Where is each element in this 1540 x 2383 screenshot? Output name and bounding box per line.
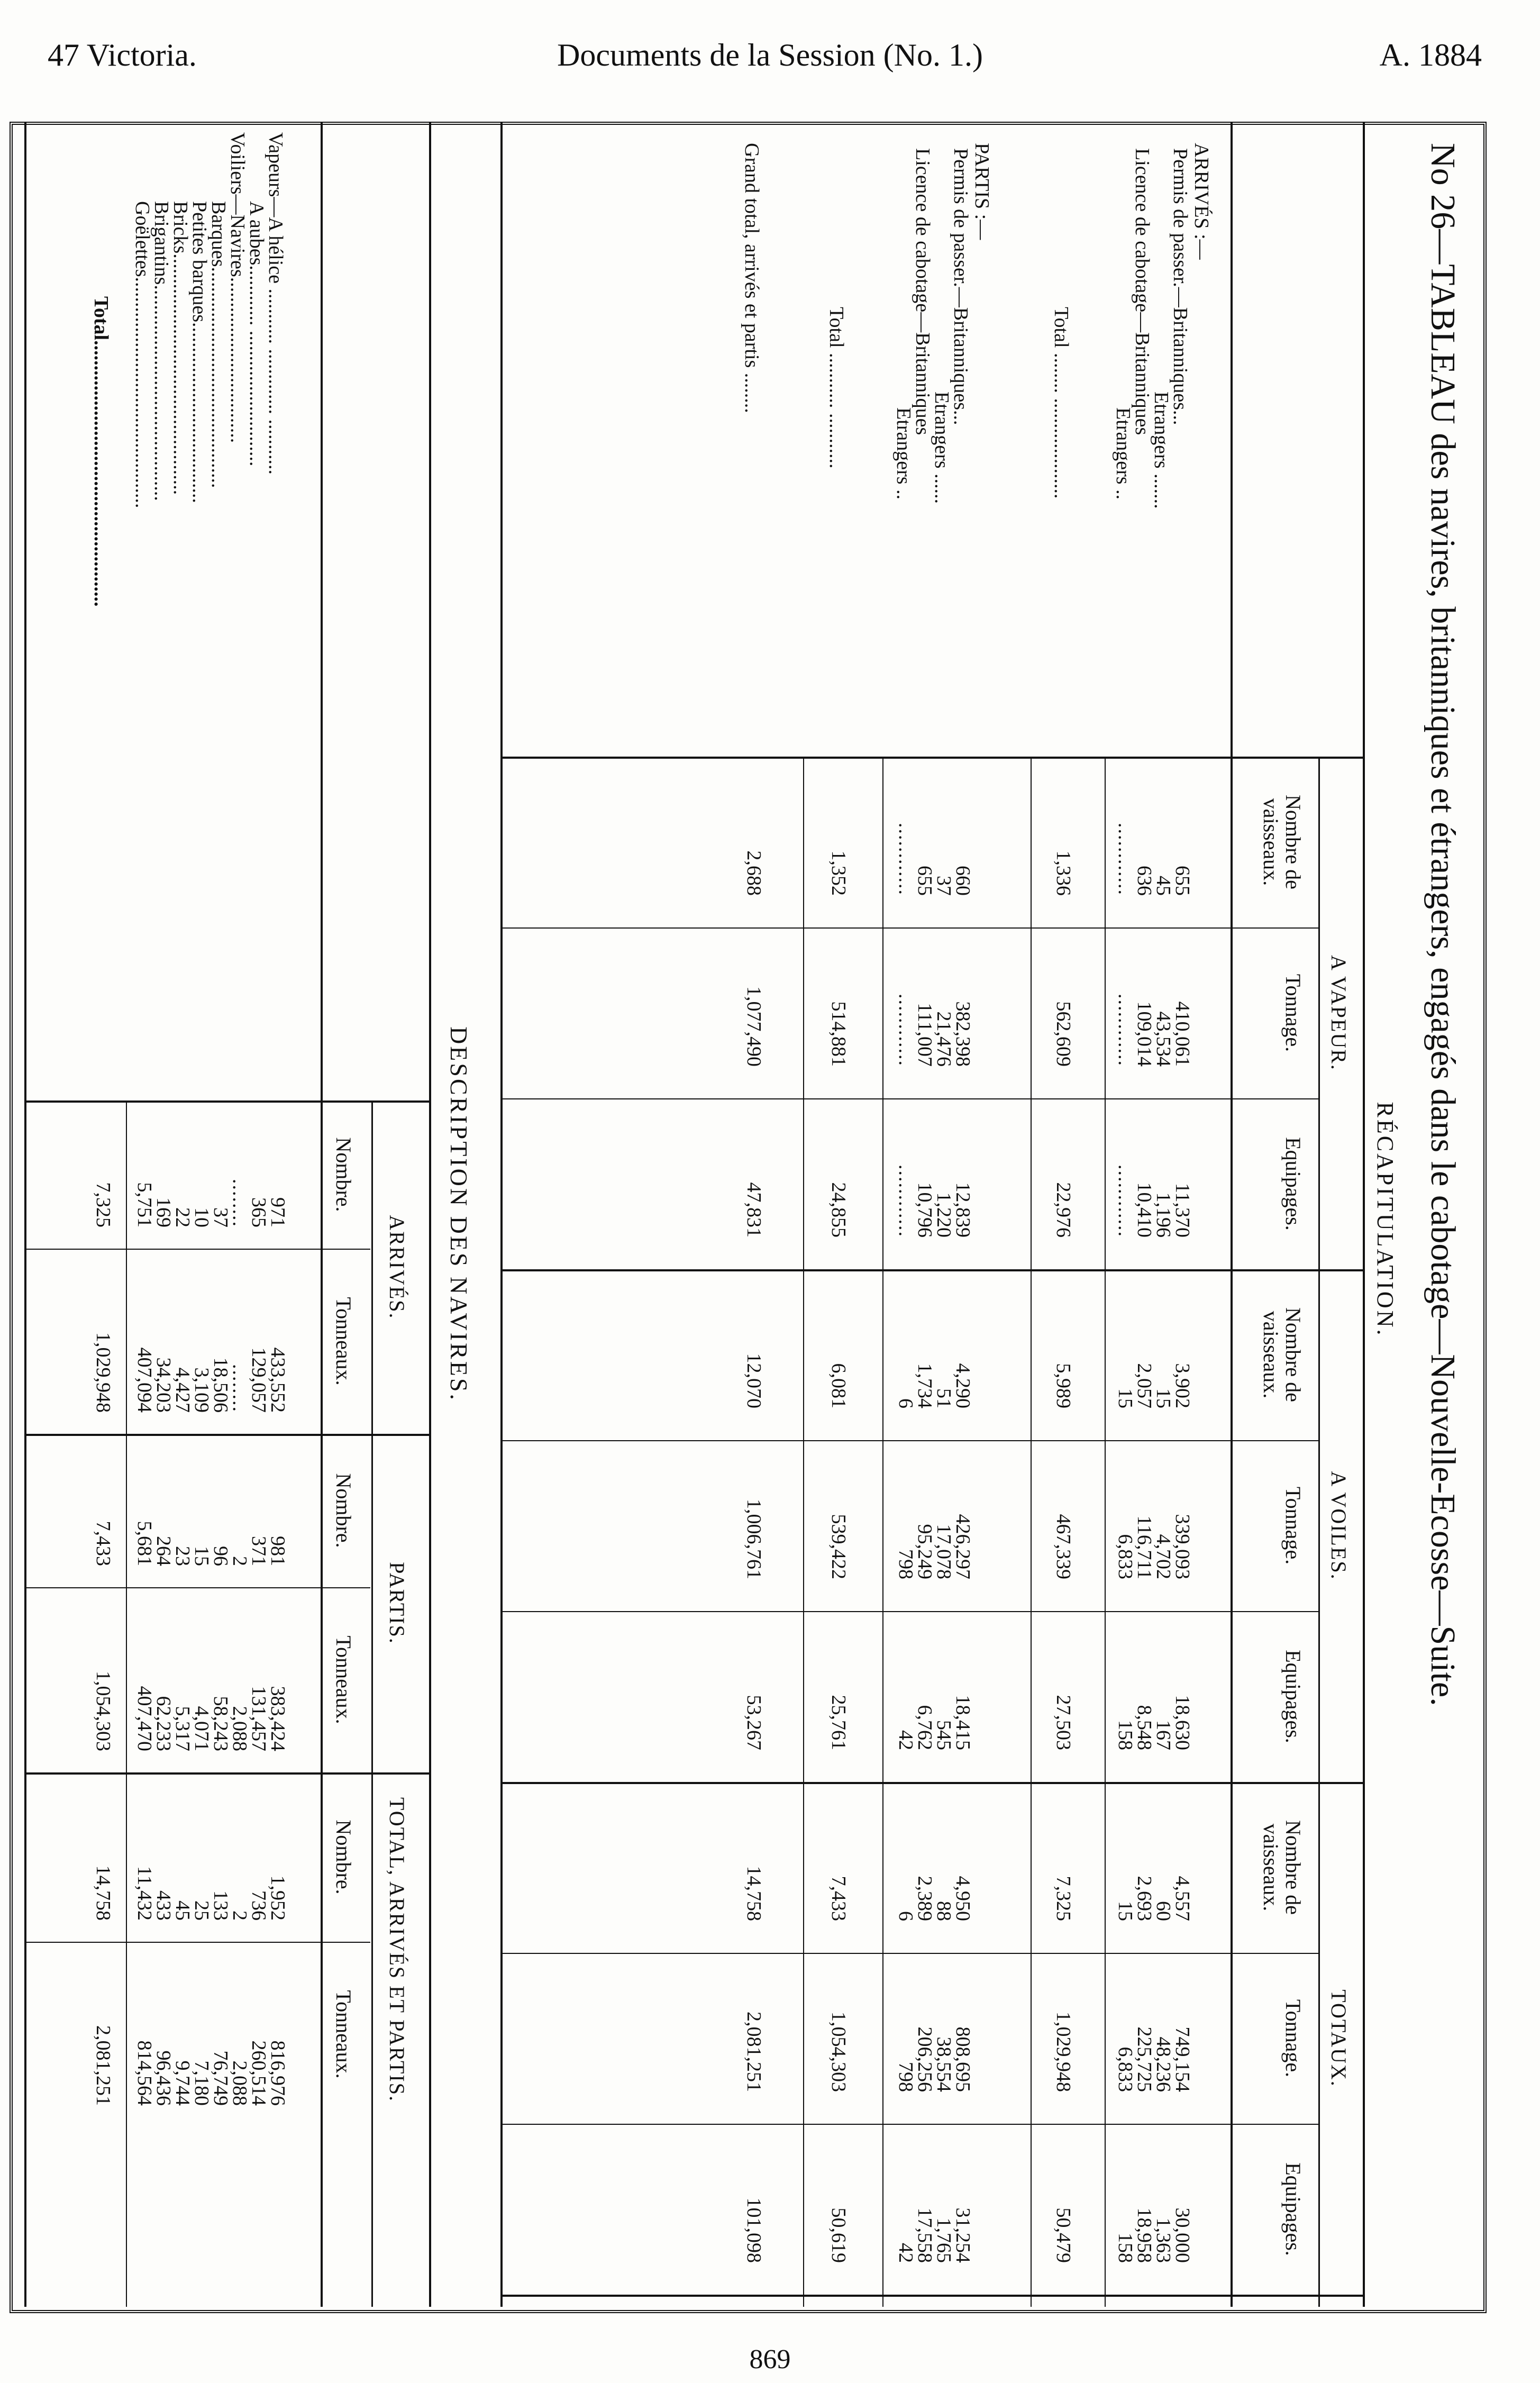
description-row-cell: 1,952 [267, 1875, 289, 1921]
grand-total-row: 2,081,251 [743, 2012, 765, 2092]
arrives-row: 60 [1152, 1901, 1174, 1921]
arrives-total-row: 562,609 [1052, 1001, 1074, 1067]
header-bottom-rule [1231, 122, 1233, 2307]
description-row-cell: 129,057 [248, 1347, 270, 1413]
description-row-cell: 76,749 [209, 2050, 232, 2106]
arrives-row: 225,725 [1133, 2026, 1155, 2092]
arrives-row: 3,902 [1171, 1363, 1193, 1408]
partis-row: 545 [933, 1720, 955, 1750]
group-header: TOTAUX. [1327, 1989, 1351, 2087]
partis-row: 382,398 [952, 1001, 974, 1067]
description-row-cell: 371 [248, 1536, 270, 1566]
subtotal-rule [1031, 757, 1032, 2307]
group-header: TOTAL, ARRIVÉS ET PARTIS. [385, 1797, 409, 2102]
description-row-cell: 37 [209, 1207, 232, 1227]
column-header: Tonnage. [1281, 1486, 1305, 1565]
stub-label-r2: Etrangers ....... [1150, 392, 1172, 509]
description-row-cell: 365 [248, 1197, 270, 1227]
column-header: Nombre de vaisseaux. [1259, 795, 1305, 889]
arrives-row: 158 [1114, 1720, 1136, 1750]
column-header: Equipages. [1281, 1650, 1305, 1743]
description-stub-label: Vapeurs—A hélice ........... ............. ........... [265, 132, 287, 475]
description-row-cell: 10 [190, 1207, 213, 1227]
description-row-cell: 18,506 [209, 1357, 232, 1413]
column-header: Tonneaux. [332, 1990, 356, 2079]
column-rule [503, 1782, 1365, 1784]
stub-label-arrives: ARRIVÉS :— [1190, 143, 1213, 260]
arrives-row: 4,557 [1171, 1876, 1193, 1921]
description-row-cell: 5,317 [171, 1706, 194, 1751]
partis-row: ............ [895, 1165, 917, 1238]
description-row-cell: 22 [171, 1207, 194, 1227]
description-row-cell: 4,427 [171, 1367, 194, 1413]
arrives-row: 18,630 [1171, 1695, 1193, 1750]
column-header: Tonneaux. [332, 1297, 356, 1386]
partis-row: 31,254 [952, 2207, 974, 2263]
partis-row: 655 [914, 866, 936, 896]
partis-row: 426,297 [952, 1514, 974, 1579]
description-total-cell: 1,029,948 [92, 1332, 114, 1413]
description-row-cell: 7,180 [190, 2060, 213, 2106]
partis-row: 37 [933, 876, 955, 896]
partis-row: 6 [895, 1911, 917, 1921]
arrives-total-row: 22,976 [1052, 1182, 1074, 1238]
description-row-cell: 23 [171, 1546, 194, 1566]
header-center: Documents de la Session (No. 1.) [557, 38, 983, 72]
description-row-cell: 433,552 [267, 1347, 289, 1413]
stub-label-r8: Etrangers .. [892, 407, 915, 500]
description-row-cell: 3,109 [190, 1367, 213, 1413]
grand-total-row: 2,688 [743, 850, 765, 896]
arrives-row: ............ [1114, 1165, 1136, 1238]
arrives-row: 167 [1152, 1720, 1174, 1750]
partis-row: 17,078 [933, 1524, 955, 1579]
arrives-row: ............ [1114, 994, 1136, 1067]
description-row-cell: 981 [267, 1536, 289, 1566]
partis-row: 6,762 [914, 1705, 936, 1750]
arrives-total-row: 467,339 [1052, 1514, 1074, 1579]
description-total-cell: 2,081,251 [92, 2025, 114, 2106]
stub-label-r3: Licence de cabotage—Britanniques [1131, 148, 1153, 435]
description-row-cell: 34,203 [152, 1357, 175, 1413]
partis-row: 1,734 [914, 1363, 936, 1408]
column-rule [503, 2295, 1365, 2297]
partis-row: 21,476 [933, 1011, 955, 1067]
partis-total-row: 24,855 [827, 1182, 850, 1238]
subtotal-rule [882, 757, 883, 2307]
description-stub-label: Barques............................................ [207, 201, 230, 488]
partis-total-row: 1,352 [827, 850, 850, 896]
description-row-cell: 45 [171, 1900, 194, 1921]
partis-row: 798 [895, 1549, 917, 1579]
description-row-cell: 407,094 [133, 1347, 156, 1413]
description-row-cell: 11,432 [133, 1866, 156, 1921]
arrives-row: 1,363 [1152, 2217, 1174, 2263]
partis-row: ............ [895, 823, 917, 896]
partis-row: 10,796 [914, 1182, 936, 1238]
description-row-cell: 96 [209, 1546, 232, 1566]
arrives-row: 45 [1152, 876, 1174, 896]
description-row-cell: 5,751 [133, 1182, 156, 1227]
description-row-cell: 169 [152, 1197, 175, 1227]
partis-row: 660 [952, 866, 974, 896]
stub-label-r4: Etrangers .. [1112, 407, 1134, 500]
table1-top-rule [1363, 122, 1365, 2307]
arrives-row: 48,236 [1152, 2036, 1174, 2092]
description-total-cell: 14,758 [92, 1865, 114, 1921]
table2-top-rule [429, 122, 431, 2307]
description-row-cell: 816,976 [267, 2040, 289, 2106]
arrives-row: 15 [1152, 1388, 1174, 1408]
description-row-cell: 2 [229, 1911, 251, 1921]
partis-row: 42 [895, 2243, 917, 2263]
group-rule [371, 1100, 373, 2307]
partis-row: 51 [933, 1388, 955, 1408]
description-stub-label: Voiliers—Navires................................. [226, 132, 249, 443]
group-header: A VAPEUR. [1327, 955, 1351, 1071]
description-total-cell: 7,325 [92, 1182, 114, 1227]
column-rule [503, 1269, 1365, 1271]
group-rule [1318, 757, 1320, 2307]
stub-label-r1: Permis de passer.—Britanniques... [1169, 148, 1191, 425]
arrives-row: 30,000 [1171, 2207, 1193, 2263]
table1-bottom-rule [500, 122, 503, 2307]
description-row-cell: 971 [267, 1197, 289, 1227]
partis-row: 38,554 [933, 2036, 955, 2092]
group-header: PARTIS. [385, 1562, 409, 1644]
column-header: Equipages. [1281, 1137, 1305, 1231]
column-header: Nombre de vaisseaux. [1259, 1307, 1305, 1402]
description-row-cell: 2,088 [229, 2060, 251, 2106]
description-row-cell: 264 [152, 1536, 175, 1566]
partis-total-row: 25,761 [827, 1695, 850, 1750]
partis-row: 1,765 [933, 2217, 955, 2263]
arrives-total-row: 1,029,948 [1052, 2012, 1074, 2092]
arrives-row: 158 [1114, 2233, 1136, 2263]
description-total-cell: 1,054,303 [92, 1671, 114, 1751]
arrives-row: 339,093 [1171, 1514, 1193, 1579]
stub-label-grand: Grand total, arrivés et partis ........ [741, 143, 763, 413]
column-header: Nombre. [332, 1137, 356, 1212]
description-row-cell: 736 [248, 1890, 270, 1921]
stub-label-total1: Total ........ .................... [1050, 307, 1072, 499]
description-row-cell: 9,744 [171, 2060, 194, 2106]
partis-total-row: 1,054,303 [827, 2012, 850, 2092]
partis-row: 88 [933, 1901, 955, 1921]
partis-row: 6 [895, 1398, 917, 1408]
arrives-total-row: 1,336 [1052, 850, 1074, 896]
arrives-row: 655 [1171, 866, 1193, 896]
arrives-row: 109,014 [1133, 1001, 1155, 1067]
arrives-row: 1,196 [1152, 1192, 1174, 1238]
arrives-row: 636 [1133, 866, 1155, 896]
description-row-cell: 5,681 [133, 1521, 156, 1566]
partis-row: 18,415 [952, 1695, 974, 1750]
partis-total-row: 539,422 [827, 1514, 850, 1579]
description-row-cell: ........ [229, 1179, 251, 1227]
partis-total-row: 6,081 [827, 1363, 850, 1408]
arrives-row: 10,410 [1133, 1182, 1155, 1238]
column-header: Nombre. [332, 1473, 356, 1548]
arrives-row: 749,154 [1171, 2026, 1193, 2092]
description-row-cell: 260,514 [248, 2040, 270, 2106]
column-header: Tonnage. [1281, 974, 1305, 1052]
column-rule [503, 757, 1365, 759]
description-row-cell: 25 [190, 1900, 213, 1921]
rotated-page-content [5, 122, 1487, 2317]
description-total-cell: 7,433 [92, 1521, 114, 1566]
stub-label-r6: Etrangers ...... [931, 392, 953, 504]
grand-total-row: 101,098 [743, 2197, 765, 2263]
description-stub-label: Brigantins........................................... [150, 201, 172, 501]
arrives-total-row: 50,479 [1052, 2207, 1074, 2263]
grand-total-row: 1,077,490 [743, 986, 765, 1067]
arrives-row: 11,370 [1171, 1183, 1193, 1238]
group-header: ARRIVÉS. [385, 1215, 409, 1320]
subtotal-rule [803, 757, 804, 2307]
partis-row: 2,389 [914, 1876, 936, 1921]
grand-total-row: 1,006,761 [743, 1499, 765, 1579]
grand-total-row: 47,831 [743, 1182, 765, 1238]
partis-row: 42 [895, 1730, 917, 1750]
column-header: Nombre de vaisseaux. [1259, 1820, 1305, 1915]
description-stub-label: A aubes............ ........................... [245, 201, 268, 467]
arrives-row: 2,057 [1133, 1363, 1155, 1408]
description-row-cell: 133 [209, 1890, 232, 1921]
arrives-row: 43,534 [1152, 1011, 1174, 1067]
partis-total-row: 7,433 [827, 1876, 850, 1921]
stub-label-partis: PARTIS :— [971, 143, 993, 240]
subtotal-rule [126, 1100, 127, 2307]
partis-row: 17,558 [914, 2207, 936, 2263]
table-subtitle: RÉCAPITULATION. [1372, 1102, 1398, 1338]
partis-row: 95,249 [914, 1524, 936, 1579]
description-title: DESCRIPTION DES NAVIRES. [445, 1026, 472, 1402]
arrives-row: 8,548 [1133, 1705, 1155, 1750]
subtotal-rule [1105, 757, 1106, 2307]
column-header: Nombre. [332, 1820, 356, 1895]
partis-row: 12,839 [952, 1182, 974, 1238]
arrives-row: 15 [1114, 1901, 1136, 1921]
partis-row: 111,007 [914, 1003, 936, 1067]
header-bottom-rule [321, 122, 323, 2307]
arrives-row: 6,833 [1114, 2047, 1136, 2092]
arrives-total-row: 5,989 [1052, 1363, 1074, 1408]
description-total-label: Total..................................................... [90, 296, 112, 607]
description-row-cell: 15 [190, 1546, 213, 1566]
description-row-cell: ........ [229, 1364, 251, 1413]
grand-total-row: 12,070 [743, 1353, 765, 1408]
group-header: A VOILES. [1327, 1471, 1351, 1580]
partis-total-row: 50,619 [827, 2207, 850, 2263]
description-row-cell: 62,233 [152, 1696, 175, 1751]
stub-label-total2: Total ........... ........... [825, 307, 848, 469]
header-right: A. 1884 [1379, 38, 1482, 72]
arrives-total-row: 27,503 [1052, 1695, 1074, 1750]
column-header: Equipages. [1281, 2162, 1305, 2256]
partis-row: ............ [895, 994, 917, 1067]
grand-total-row: 53,267 [743, 1695, 765, 1750]
partis-row: 4,290 [952, 1363, 974, 1408]
description-row-cell: 2 [229, 1556, 251, 1566]
arrives-total-row: 7,325 [1052, 1876, 1074, 1921]
column-header: Tonneaux. [332, 1635, 356, 1724]
arrives-row: 2,693 [1133, 1876, 1155, 1921]
description-row-cell: 2,088 [229, 1706, 251, 1751]
arrives-row: 15 [1114, 1388, 1136, 1408]
grand-total-row: 14,758 [743, 1866, 765, 1921]
description-row-cell: 4,071 [190, 1706, 213, 1751]
partis-row: 808,695 [952, 2026, 974, 2092]
header-left: 47 Victoria. [48, 38, 197, 72]
description-row-cell: 407,470 [133, 1686, 156, 1751]
description-stub-label: Petites barques.................................... [188, 201, 211, 504]
stub-label-r7: Licence de cabotage—Britanniques [912, 148, 934, 435]
partis-row: 798 [895, 2062, 917, 2092]
table-title: No 26—TABLEAU des navires, britanniques et étrangers, engagés dans le cabotage—Nouvelle-Ecosse—Suite. [1424, 143, 1462, 1706]
arrives-row: 4,702 [1152, 1534, 1174, 1579]
arrives-row: 410,061 [1171, 1001, 1193, 1067]
column-header: Tonnage. [1281, 1999, 1305, 2078]
stub-label-r5: Permis de passer.—Britanniques... [950, 148, 972, 425]
partis-row: 1,220 [933, 1192, 955, 1238]
description-row-cell: 433 [152, 1890, 175, 1921]
description-row-cell: 96,436 [152, 2050, 175, 2106]
description-row-cell: 383,424 [267, 1686, 289, 1751]
description-row-cell: 814,564 [133, 2040, 156, 2106]
description-row-cell: 131,457 [248, 1686, 270, 1751]
column-rule [26, 1100, 431, 1103]
arrives-row: 18,958 [1133, 2207, 1155, 2263]
arrives-row: 6,833 [1114, 1534, 1136, 1579]
partis-row: 206,256 [914, 2026, 936, 2092]
table2-bottom-rule [24, 122, 26, 2307]
description-row-cell: 58,243 [209, 1696, 232, 1751]
arrives-row: 116,711 [1133, 1515, 1155, 1579]
arrives-row: ............ [1114, 823, 1136, 896]
page-number: 869 [749, 2344, 791, 2375]
partis-total-row: 514,881 [827, 1001, 850, 1067]
partis-row: 4,950 [952, 1876, 974, 1921]
description-stub-label: Goëlettes.............................................. [131, 201, 153, 508]
description-stub-label: Bricks................................................ [169, 201, 192, 495]
